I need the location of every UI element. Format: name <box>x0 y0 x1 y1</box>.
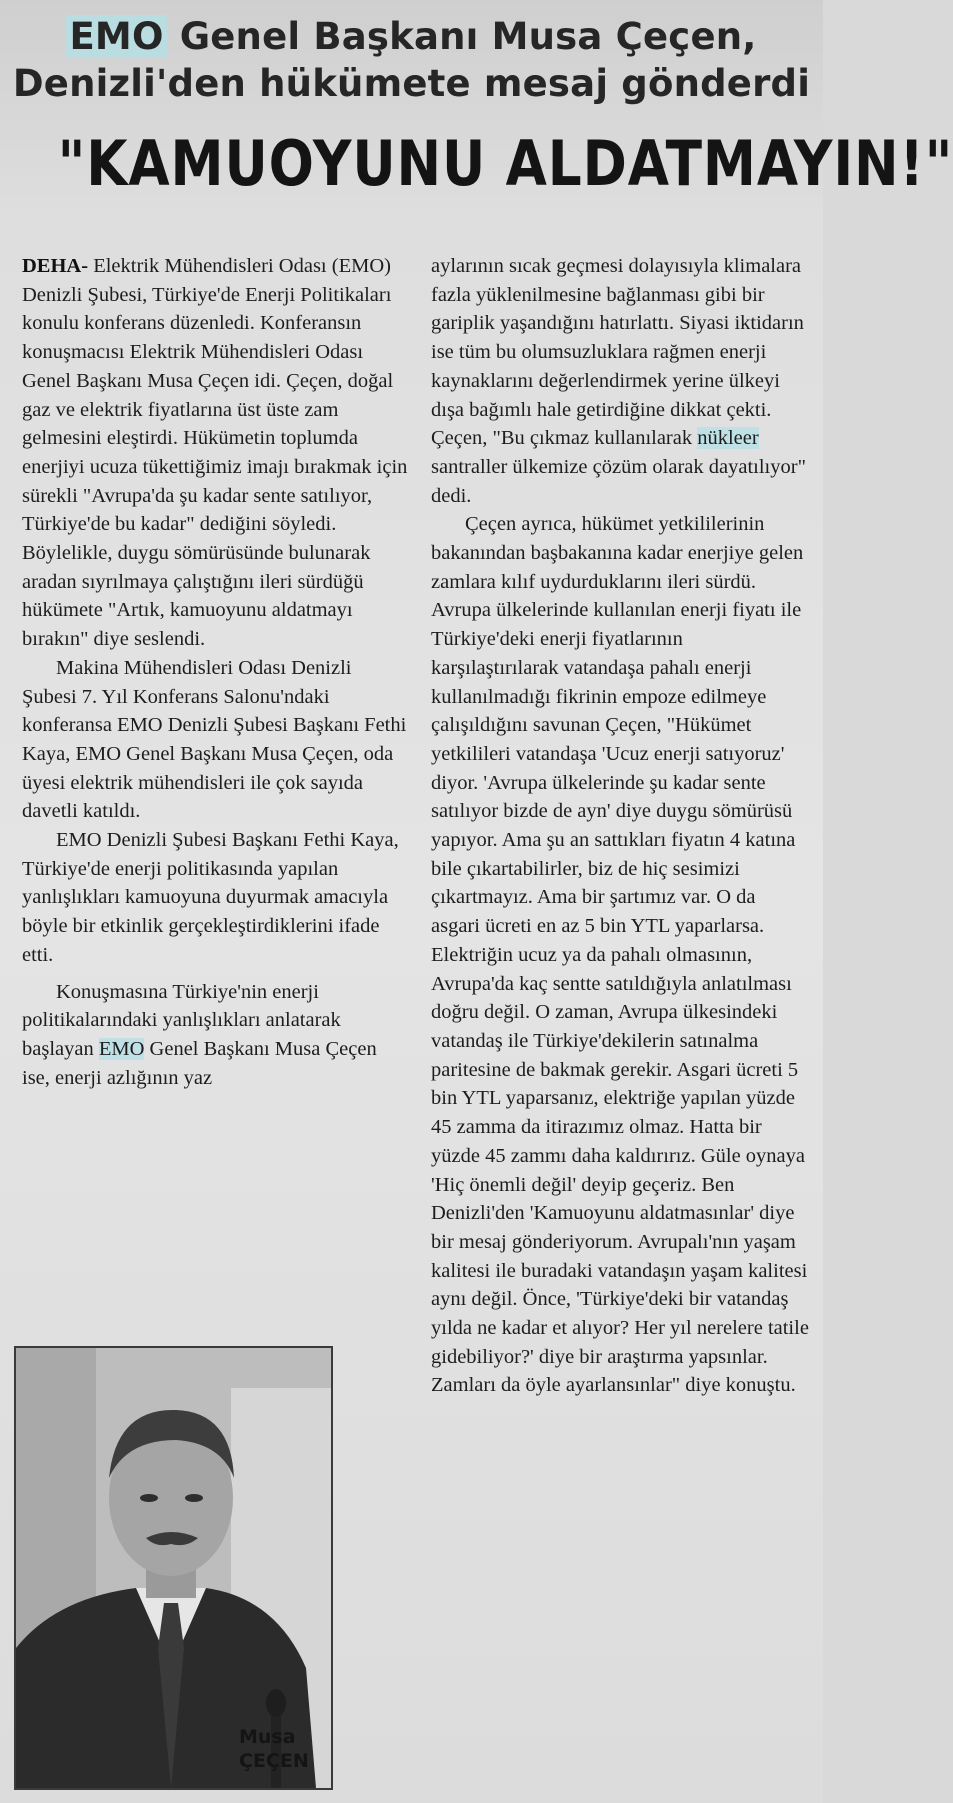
paragraph-3: EMO Denizli Şubesi Başkanı Fethi Kaya, Türkiye'de enerji politikasında yapılan yanlışlıkları kamuoyuna duyurmak amacıyla böyle bir etkinlik gerçekleştirdiklerini ifade etti. <box>22 829 399 966</box>
paragraph-4-text-a: Konuşmasına Türkiye'nin enerji politikalarındaki yanlışlıkları anlatarak başlayan <box>22 980 341 1060</box>
photo-caption-last-name: ÇEÇEN <box>239 1750 309 1772</box>
kicker-line-2: Denizli'den hükümete mesaj gönderdi <box>12 62 811 105</box>
portrait-illustration <box>16 1348 331 1788</box>
paragraph-2: Makina Mühendisleri Odası Denizli Şubesi 7. Yıl Konferans Salonu'ndaki konferansa EMO Denizli Şubesi Başkanı Fethi Kaya, EMO Genel Başkanı Musa Çeçen, oda üyesi elektrik mühendisleri ile çok sayıda davetli katıldı. <box>22 656 407 823</box>
nukleer-highlight: nükleer <box>697 427 759 450</box>
kicker-emo-highlight: EMO <box>66 15 166 58</box>
portrait-photo <box>14 1346 333 1790</box>
byline: DEHA- <box>22 255 89 277</box>
paragraph-5-text-b: santraller ülkemize çözüm olarak dayatılıyor" dedi. <box>431 455 806 507</box>
article-column-left <box>22 252 408 1092</box>
headline: "KAMUOYUNU ALDATMAYIN!" <box>57 127 953 200</box>
paragraph-5 <box>431 252 809 510</box>
paragraph-6: Çeçen ayrıca, hükümet yetkililerinin bakanından başbakanına kadar enerjiye gelen zamlara kılıf uydurduklarını ileri sürdü. Avrupa ülkelerinde kullanılan enerji fiyatı ile Türkiye'deki enerji fiyatlarının karşılaştırılarak vatandaşa pahalı enerji kullanılmadığı fikrinin empoze edilmeye çalışıldığını savunan Çeçen, "Hükümet yetkilileri vatandaşa 'Ucuz enerji satıyoruz' diyor. 'Avrupa ülkelerinde şu kadar sente satılıyor bizde de ayn' diye duygu sömürüsü yapıyor. Ama şu an sattıkları fiyatın 4 katına bile çıkartabilirler, biz de hiç sesimizi çıkartmayız. Ama bir şartımız var. O da asgari ücreti en az 5 bin YTL yaparlarsa. Elektriğin ucuz ya da pahalı olmasının, Avrupa'da kaç sentte satıldığıyla anlatılması doğru değil. O zaman, Avrupa ülkesindeki vatandaş ile Türkiye'dekilerin satınalma paritesine de bakmak gerekir. Asgari ücreti 5 bin YTL yaparsanız, elektriğe yapılan yüzde 45 zamma da itirazımız olmaz. Hatta bir yüzde 45 zammı daha kaldırırız. Güle oynaya 'Hiç önemli değil' deyip geçeriz. Ben Denizli'den 'Kamuoyunu aldatmasınlar' diye bir mesaj gönderiyorum. Avrupalı'nın yaşam kalitesi ile buradaki vatandaşın yaşam kalitesi aynı değil. Önce, 'Türkiye'deki bir vatandaş yılda ne kadar et alıyor? Her yıl nerelere tatile gidebiliyor?' diye bir araştırma yapsınlar. Zamları da öyle ayarlansınlar" diye konuştu. <box>431 513 809 1397</box>
paragraph-1 <box>22 252 408 654</box>
photo-caption-first-name: Musa <box>239 1726 296 1748</box>
paragraph-4-text-b: Genel Başkanı Musa Çeçen ise, enerji azlığının yaz <box>22 1037 377 1089</box>
paragraph-5-text-a: aylarının sıcak geçmesi dolayısıyla klimalara fazla yüklenilmesine bağlanması gibi bir gariplik yaşandığını hatırlattı. Siyasi iktidarın ise tüm bu olumsuzluklara rağmen enerji kaynaklarını değerlendirmek yerine ülkeyi dışa bağımlı hale getirdiğine dikkat çekti. Çeçen, "Bu çıkmaz kullanılarak <box>431 255 804 450</box>
paragraph-1-text: Elektrik Mühendisleri Odası (EMO) Denizli Şubesi, Türkiye'de Enerji Politikaları konulu konferans düzenledi. Konferansın konuşmacısı Elektrik Mühendisleri Odası Genel Başkanı Musa Çeçen idi. Çeçen, doğal gaz ve elektrik fiyatlarına üst üste zam gelmesini eleştirdi. Hükümetin toplumda enerjiyi ucuza tükettiğimiz imajı bırakmak için sürekli "Avrupa'da şu kadar sente satılıyor, Türkiye'de bu kadar" dediğini söyledi. Böylelikle, duygu sömürüsünde bulunarak aradan sıyrılmaya çalıştığını ileri sürdüğü hükümete "Artık, kamuoyunu aldatmayı bırakın" diye seslendi. <box>22 255 408 651</box>
kicker-line-1-text: Genel Başkanı Musa Çeçen, <box>166 15 757 58</box>
kicker-line-1 <box>0 15 823 59</box>
article-column-right <box>431 252 809 1400</box>
photo-caption <box>239 1725 329 1773</box>
paragraph-4-emo-highlight: EMO <box>98 1037 145 1060</box>
paragraph-4 <box>22 978 408 1093</box>
